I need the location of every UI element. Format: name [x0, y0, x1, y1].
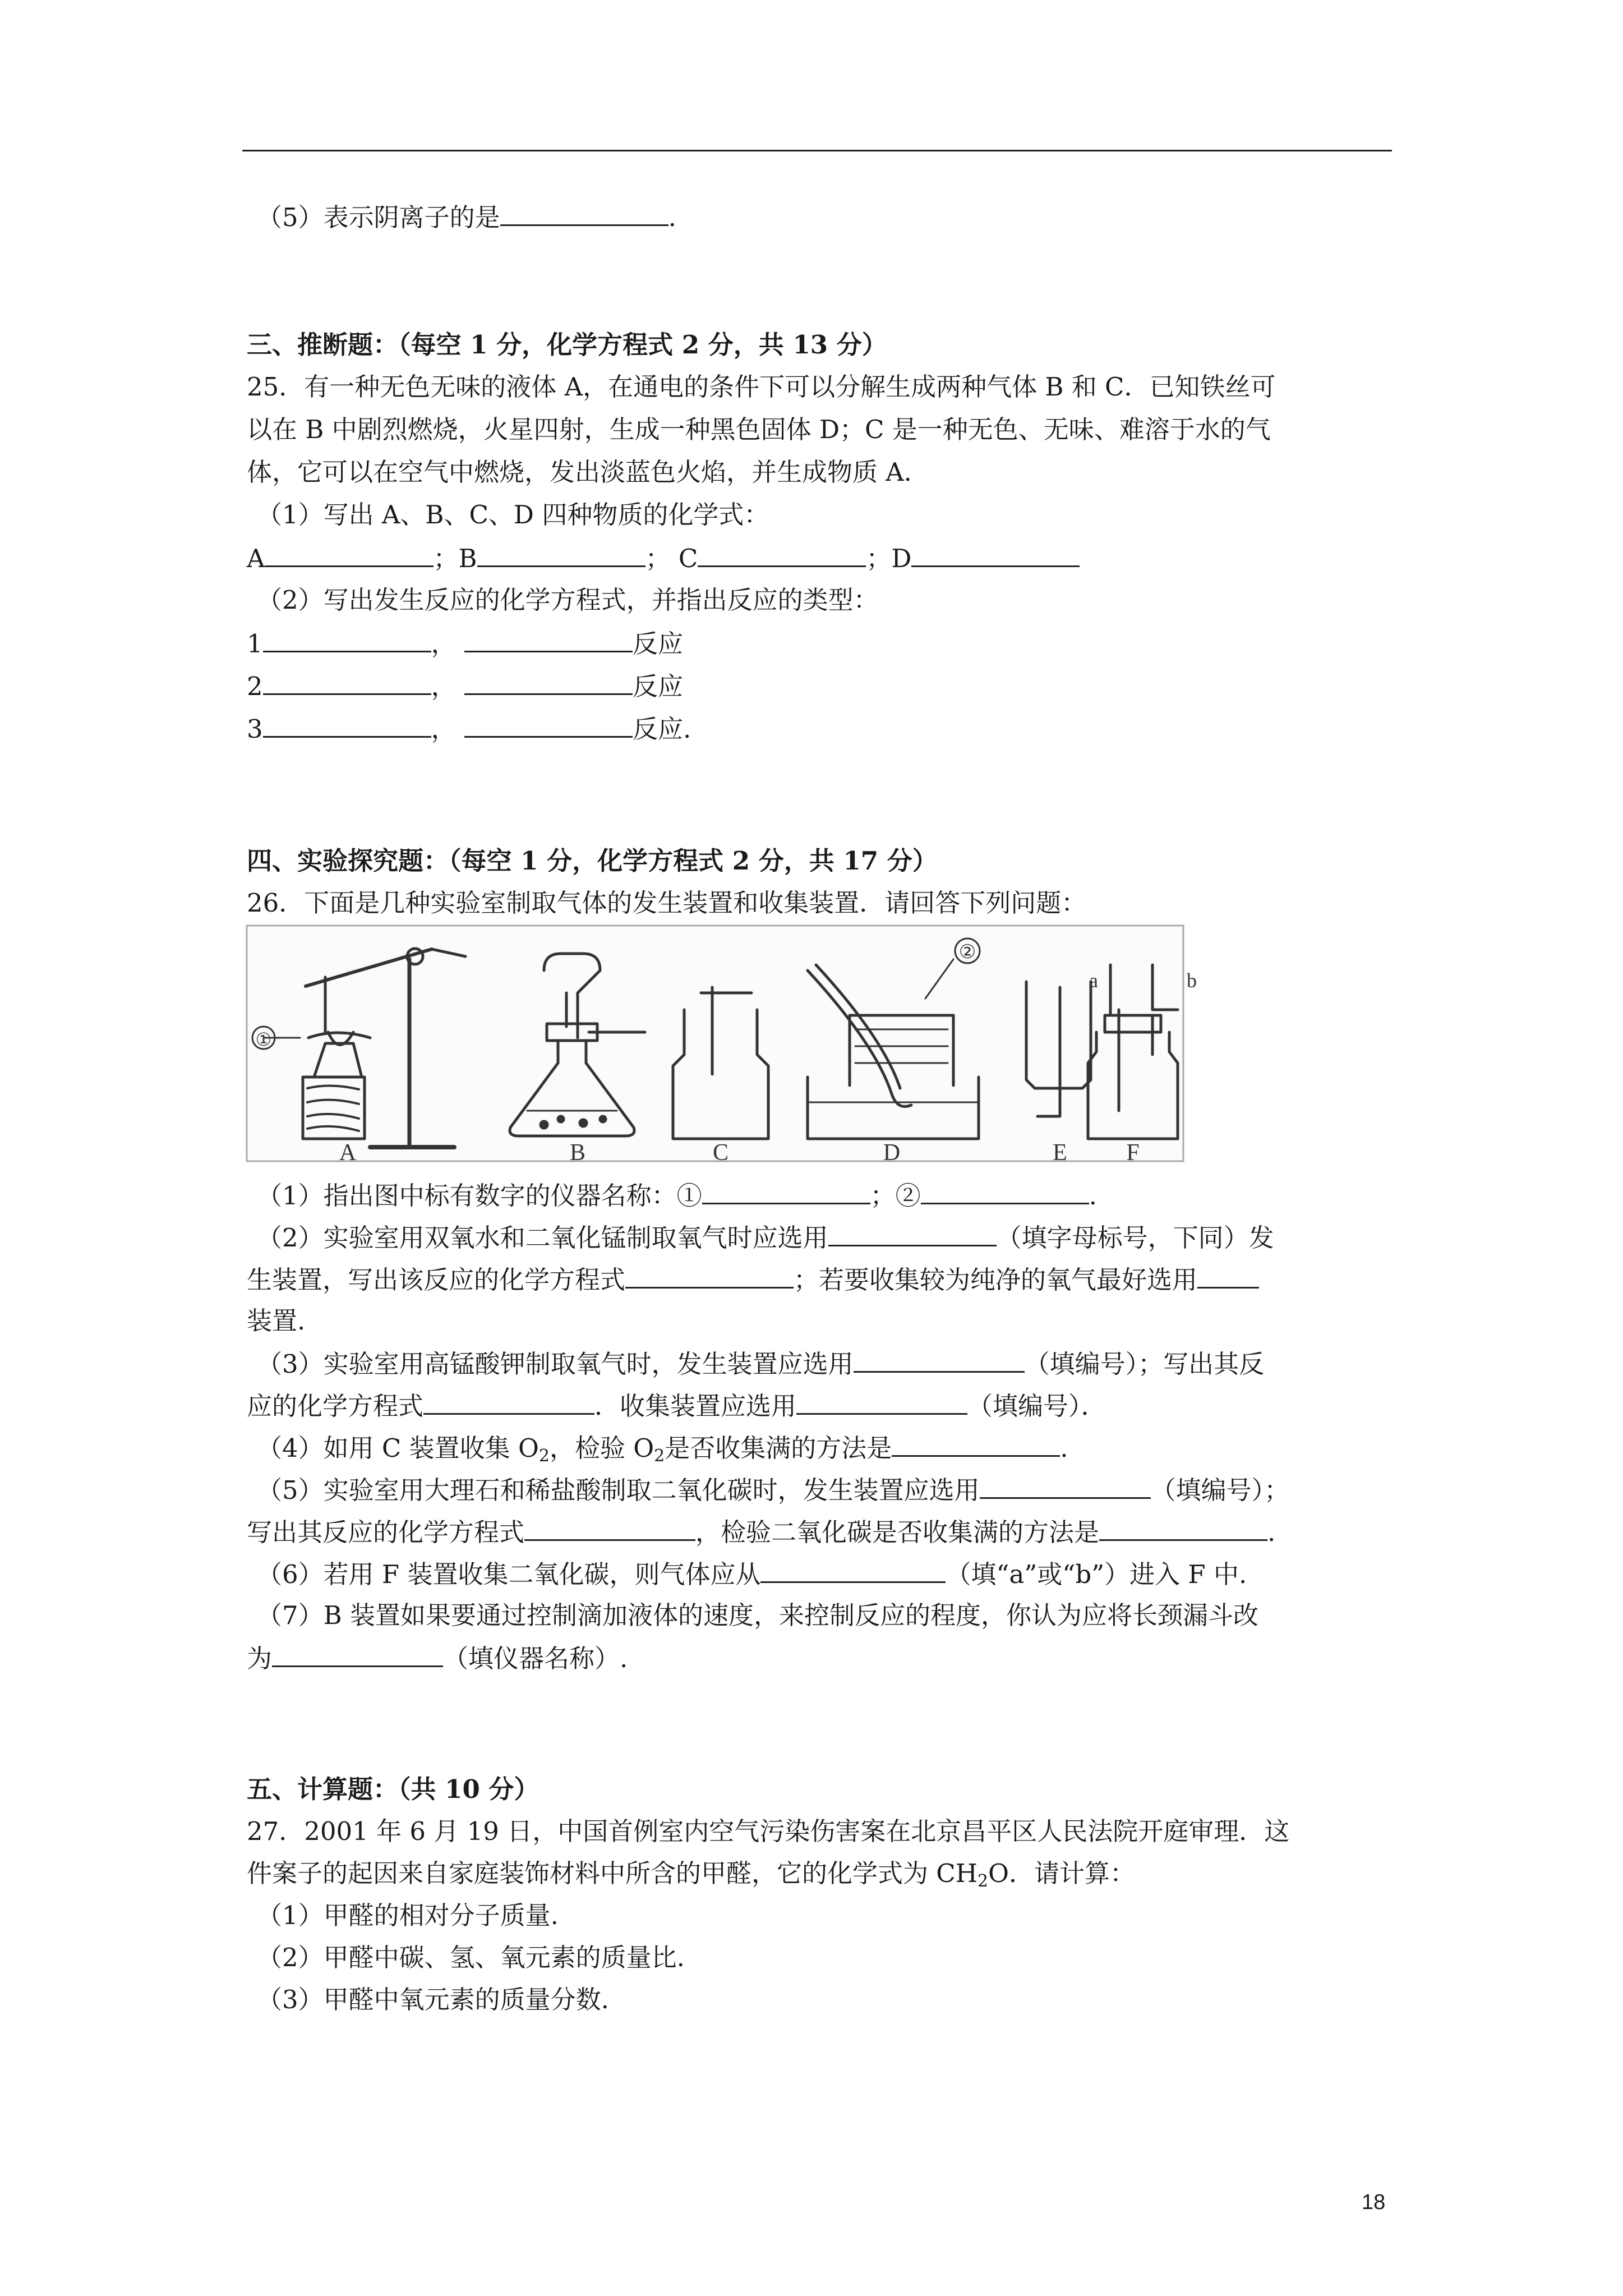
reaction-type-blank[interactable] — [464, 669, 633, 695]
q26-part3-line1: （3）实验室用高锰酸钾制取氧气时，发生装置应选用 （填编号）；写出其反 — [257, 1346, 1264, 1381]
q25-abcd-row: A ；B ； C ；D — [247, 541, 1080, 576]
q26-intro: 26．下面是几种实验室制取气体的发生装置和收集装置．请回答下列问题： — [247, 888, 1087, 918]
equation-blank[interactable] — [263, 626, 431, 652]
instrument2-blank[interactable] — [921, 1178, 1089, 1204]
label-A: A — [339, 1140, 357, 1166]
answer-blank[interactable] — [760, 1557, 946, 1583]
q27-line2: 件案子的起因来自家庭装饰材料中所含的甲醛，它的化学式为 $CH_2O$．请计算： — [247, 1858, 1135, 1891]
answer-blank[interactable] — [1099, 1515, 1267, 1541]
page-number: 18 — [1362, 2191, 1386, 2214]
q26-part5-line1: （5）实验室用大理石和稀盐酸制取二氧化碳时，发生装置应选用 （填编号）； — [257, 1473, 1289, 1507]
q26-part3-line2: 应的化学方程式 ．收集装置应选用 （填编号）． — [247, 1388, 1106, 1423]
q25-text-line1: 25．有一种无色无味的液体 A，在通电的条件下可以分解生成两种气体 B 和 C．已知铁丝可 — [247, 372, 1276, 402]
q26-part7-line1: （7）B 装置如果要通过控制滴加液体的速度，来控制反应的程度，你认为应将长颈漏斗改 — [257, 1600, 1259, 1630]
port-a-label: a — [1089, 969, 1098, 992]
answer-blank-c[interactable] — [698, 541, 866, 567]
answer-blank-d[interactable] — [911, 541, 1080, 567]
q26-part4: （4）如用 C 装置收集 $O_2$，检验 $O_2$是否收集满的方法是 . — [257, 1430, 1068, 1465]
q24-part5: （5）表示阴离子的是 . — [257, 200, 676, 234]
equation-blank[interactable] — [423, 1388, 594, 1415]
circle1-label: ① — [255, 1029, 272, 1050]
label-C: C — [712, 1140, 729, 1166]
answer-blank[interactable] — [272, 1641, 443, 1667]
header-rule — [242, 150, 1392, 151]
answer-blank[interactable] — [1197, 1262, 1259, 1289]
q25-sub2: （2）写出发生反应的化学方程式，并指出反应的类型： — [257, 585, 879, 615]
equation-blank[interactable] — [524, 1515, 695, 1541]
reaction-type-blank[interactable] — [464, 711, 633, 738]
equation-blank[interactable] — [625, 1262, 794, 1289]
section4-heading: 四、实验探究题：（每空 1 分，化学方程式 2 分，共 17 分） — [247, 846, 938, 876]
q25-text-line3: 体，它可以在空气中燃烧，发出淡蓝色火焰，并生成物质 A． — [247, 457, 929, 487]
q25-sub1: （1）写出 A、B、C、D 四种物质的化学式： — [257, 500, 769, 530]
apparatus-figure — [247, 926, 1197, 1166]
reaction-row-2: 2 ， 反应 — [247, 669, 683, 703]
section3-heading: 三、推断题：（每空 1 分，化学方程式 2 分，共 13 分） — [247, 330, 887, 360]
answer-blank[interactable] — [500, 200, 668, 226]
answer-blank[interactable] — [980, 1473, 1151, 1499]
q27-line1: 27．2001 年 6 月 19 日，中国首例室内空气污染伤害案在北京昌平区人民法院开庭审理．这 — [247, 1816, 1290, 1846]
q27-item1: （1）甲醛的相对分子质量. — [257, 1901, 559, 1930]
instrument1-blank[interactable] — [702, 1178, 870, 1204]
q27-item3: （3）甲醛中氧元素的质量分数. — [257, 1985, 609, 2014]
label-B: B — [569, 1140, 586, 1166]
reaction-row-3: 3 ， 反应. — [247, 711, 691, 746]
section5-heading: 五、计算题：（共 10 分） — [247, 1774, 540, 1804]
answer-blank[interactable] — [854, 1346, 1025, 1373]
q26-part5-line2: 写出其反应的化学方程式 ，检验二氧化碳是否收集满的方法是 . — [247, 1515, 1275, 1549]
q25-text-line2: 以在 B 中剧烈燃烧，火星四射，生成一种黑色固体 D；C 是一种无色、无味、难溶于水的气 — [247, 415, 1271, 444]
answer-blank[interactable] — [796, 1388, 967, 1415]
label-F: F — [1126, 1140, 1140, 1166]
port-b-label: b — [1187, 969, 1197, 992]
reaction-row-1: 1 ， 反应 — [247, 626, 683, 661]
equation-blank[interactable] — [263, 711, 431, 738]
q26-part6: （6）若用 F 装置收集二氧化碳，则气体应从 （填“a”或“b”）进入 F 中. — [257, 1557, 1247, 1591]
q26-part2-line1: （2）实验室用双氧水和二氧化锰制取氧气时应选用 （填字母标号，下同）发 — [257, 1220, 1274, 1255]
q27-item2: （2）甲醛中碳、氢、氧元素的质量比. — [257, 1943, 685, 1972]
q26-part2-line3: 装置. — [247, 1306, 306, 1336]
label-D: D — [883, 1140, 901, 1166]
label-E: E — [1053, 1140, 1067, 1166]
equation-blank[interactable] — [263, 669, 431, 695]
answer-blank-b[interactable] — [477, 541, 645, 567]
answer-blank-a[interactable] — [265, 541, 434, 567]
q26-part2-line2: 生装置，写出该反应的化学方程式 ；若要收集较为纯净的氧气最好选用 — [247, 1262, 1259, 1297]
answer-blank[interactable] — [828, 1220, 997, 1246]
circle2-label: ② — [958, 942, 976, 963]
answer-blank[interactable] — [892, 1430, 1060, 1457]
reaction-type-blank[interactable] — [464, 626, 633, 652]
q26-part7-line2: 为 （填仪器名称）. — [247, 1641, 628, 1676]
q26-part1: （1）指出图中标有数字的仪器名称：① ；② . — [257, 1178, 1097, 1213]
